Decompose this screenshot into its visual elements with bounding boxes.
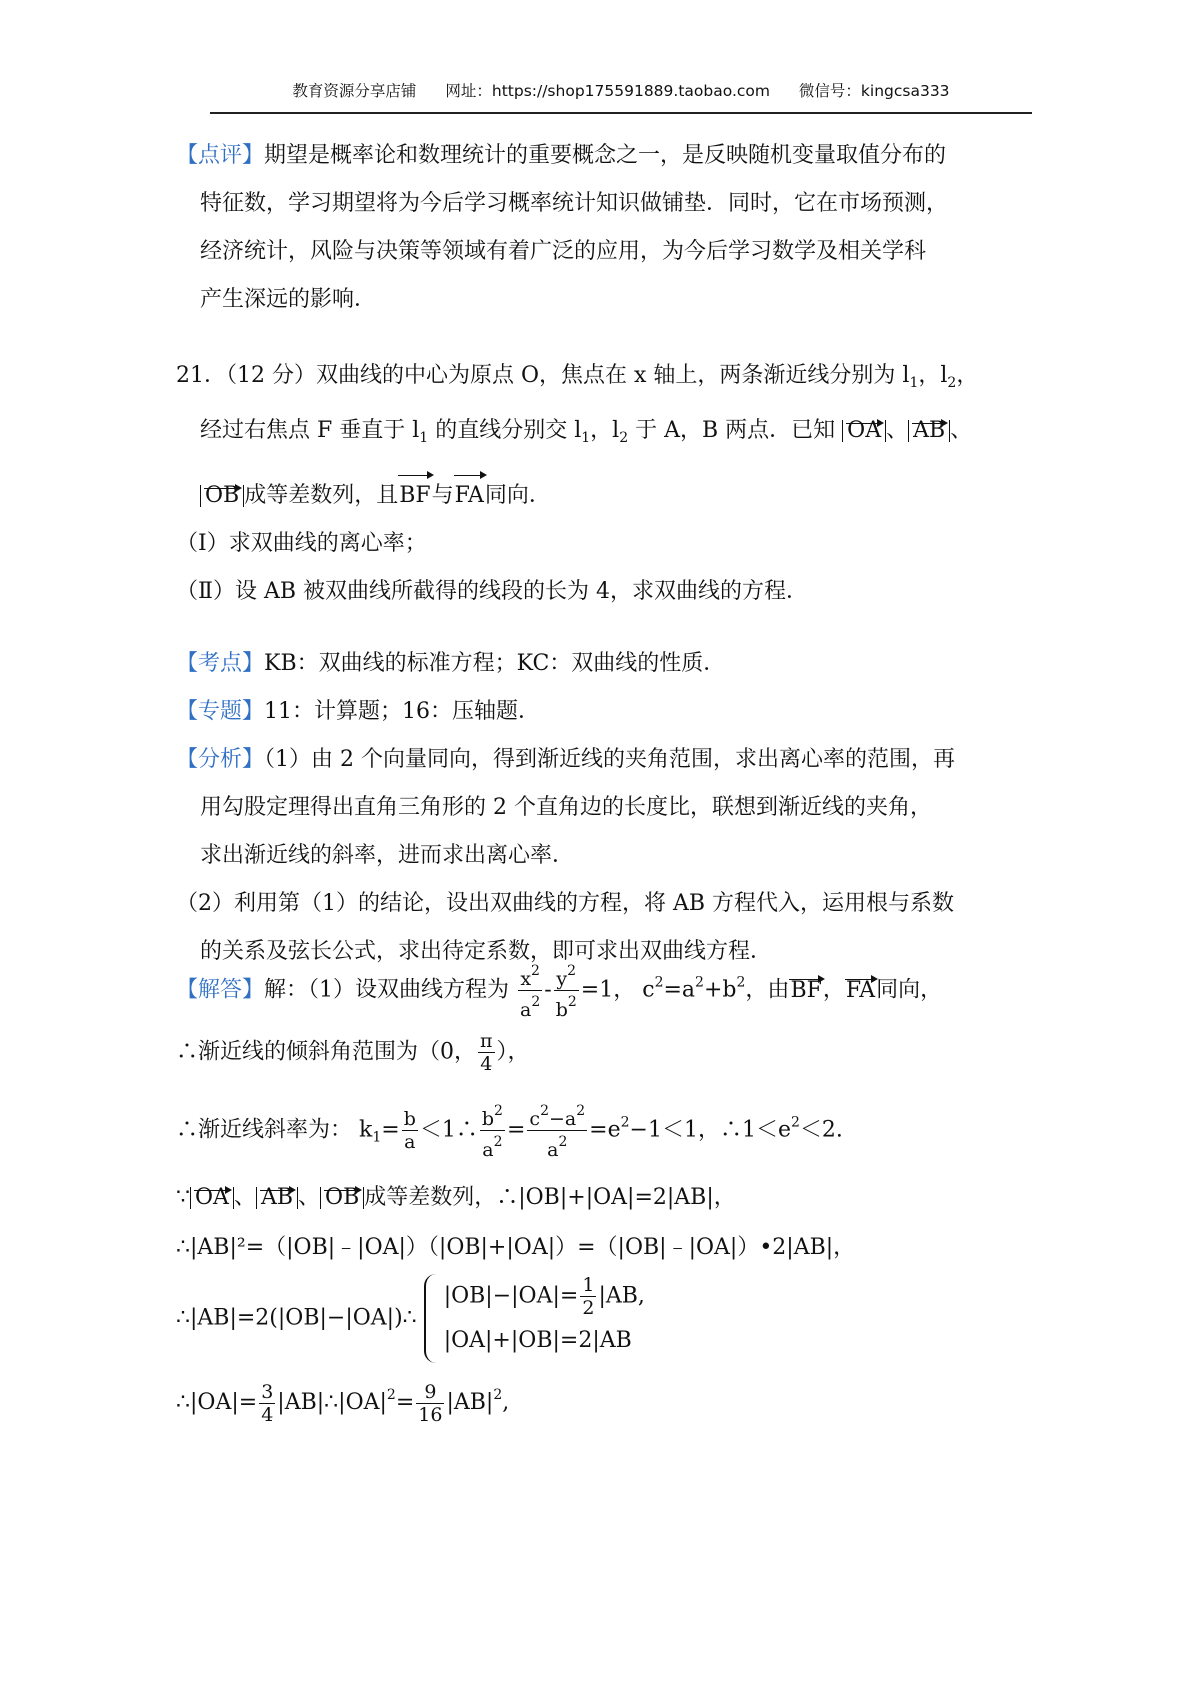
fenxi-line: （1）由 2 个向量同向，得到渐近线的夹角范围，求出离心率的范围，再 <box>264 747 955 772</box>
wechat-id: 微信号：kingcsa333 <box>798 82 950 100</box>
solution-text: ∴渐近线斜率为： <box>176 1117 353 1143</box>
solution-text: ∴|AB|²=（|OB|﹣|OA|）（|OB|+|OA|）=（|OB|﹣|OA|）•2|AB|， <box>176 1235 856 1260</box>
problem-line: 经过右焦点 F 垂直于 l <box>200 418 420 443</box>
solution-text: 解：（1）设双曲线方程为 <box>264 977 510 1003</box>
solution-text: ，由 <box>745 977 790 1003</box>
fenxi-line: 的关系及弦长公式，求出待定系数，即可求出双曲线方程． <box>200 939 773 964</box>
solution-text: |AB| <box>446 1390 494 1415</box>
shop-name: 教育资源分享店铺 <box>292 82 417 100</box>
review-line: 经济统计，风险与决策等领域有着广泛的应用，为今后学习数学及相关学科 <box>200 239 927 264</box>
problem-number: 21． <box>176 363 226 388</box>
fenxi-line: 用勾股定理得出直角三角形的 2 个直角边的长度比，联想到渐近线的夹角， <box>200 795 932 820</box>
solution-text: =1， <box>580 977 636 1003</box>
review-line: 期望是概率论和数理统计的重要概念之一，是反映随机变量取值分布的 <box>264 143 947 168</box>
problem-line: （12 分）双曲线的中心为原点 O，焦点在 x 轴上，两条渐近线分别为 l <box>226 363 910 388</box>
problem-part1: （Ⅰ）求双曲线的离心率； <box>176 531 427 556</box>
problem-line: 的直线分别交 l <box>428 418 582 443</box>
review-tag: 【点评】 <box>176 143 265 168</box>
solution-text: 成等差数列，∴|OB|+|OA|=2|AB|， <box>364 1185 736 1210</box>
solution-text: ）， <box>496 1039 530 1065</box>
kaodian-text: KB：双曲线的标准方程；KC：双曲线的性质． <box>264 651 726 676</box>
problem-part2: （Ⅱ）设 AB 被双曲线所截得的线段的长为 4，求双曲线的方程． <box>176 579 808 604</box>
page-header <box>210 80 1032 114</box>
solution-block: 【解答】解：（1）设双曲线方程为 $\frac{x^2}{a^2}$ - $\frac{y^2}{b^2}$ =1， $c^2=a^2+b^2$，由BF，FA同向， ∴渐近线的倾斜角范围为（0， $\frac{\pi}{4}$ ）， ∴渐近线斜率为： $k_1=$ $\frac{b}{a}$ ＜1∴ $\frac{b^2}{a^2}$ = $\frac{c^2-a^2}{a^2}$ $=e^2-1<1$，$\therefore 1<e^2<2$. ∵ OA 、 AB 、 OB 成等差数列，∴|OB|+|OA|=2|AB|， ∴|AB|²=（|OB|﹣|OA|）（|OB|+|OA|）=（|OB|﹣|OA|）•2|AB|， ∴|AB|=2(|OB|−|OA|)∴ |OB|−|OA|= $\frac{1}{2}$ |AB, |OA|+|OB|=2|AB ∴|OA|= $\frac{3}{4}$ $|AB|\therefore|OA|^2=$ $\frac{9}{16}$ $|AB|^2$, <box>176 960 942 1440</box>
zhuanti-text: 11：计算题；16：压轴题． <box>264 699 541 724</box>
solution-text: |AB|∴|OA| <box>277 1390 387 1415</box>
zhuanti-tag: 【专题】 <box>176 699 265 724</box>
solution-text: ∴|AB|=2(|OB|−|OA|)∴ <box>176 1305 417 1331</box>
fenxi-line: （2）利用第（1）的结论，设出双曲线的方程，将 AB 方程代入，运用根与系数 <box>176 891 955 916</box>
problem-line: 成等差数列，且 <box>244 483 399 508</box>
jieda-tag: 【解答】 <box>176 977 265 1003</box>
review-block <box>176 132 948 324</box>
fenxi-tag: 【分析】 <box>176 747 265 772</box>
fenxi-line: 求出渐近线的斜率，进而求出离心率． <box>200 843 575 868</box>
review-line: 产生深远的影响． <box>200 287 377 312</box>
problem-block: 21．（12 分）双曲线的中心为原点 O，焦点在 x 轴上，两条渐近线分别为 $l_1$，$l_2$， 经过右焦点 F 垂直于 $l_1$ 的直线分别交 $l_1$，$l_2$ 于 A，B 两点．已知 OA 、 AB 、 OB 成等差数列，且BF与FA同向． （Ⅰ）求双曲线的离心率； （Ⅱ）设 AB 被双曲线所截得的线段的长为 4，求双曲线的方程． <box>176 352 978 616</box>
solution-text: ∴|OA|= <box>176 1390 258 1415</box>
shop-url: 网址：https://shop175591889.taobao.com <box>445 82 770 100</box>
solution-text: ∵ <box>176 1185 190 1210</box>
kaodian-tag: 【考点】 <box>176 651 265 676</box>
problem-line: 于 A，B 两点．已知 <box>635 418 836 443</box>
analysis-block <box>176 640 955 976</box>
solution-text: 同向， <box>876 977 943 1003</box>
review-line: 特征数，学习期望将为今后学习概率统计知识做铺垫．同时，它在市场预测， <box>200 191 949 216</box>
problem-line: 同向． <box>484 483 551 508</box>
solution-text: ∴渐近线的倾斜角范围为（0， <box>176 1039 476 1065</box>
